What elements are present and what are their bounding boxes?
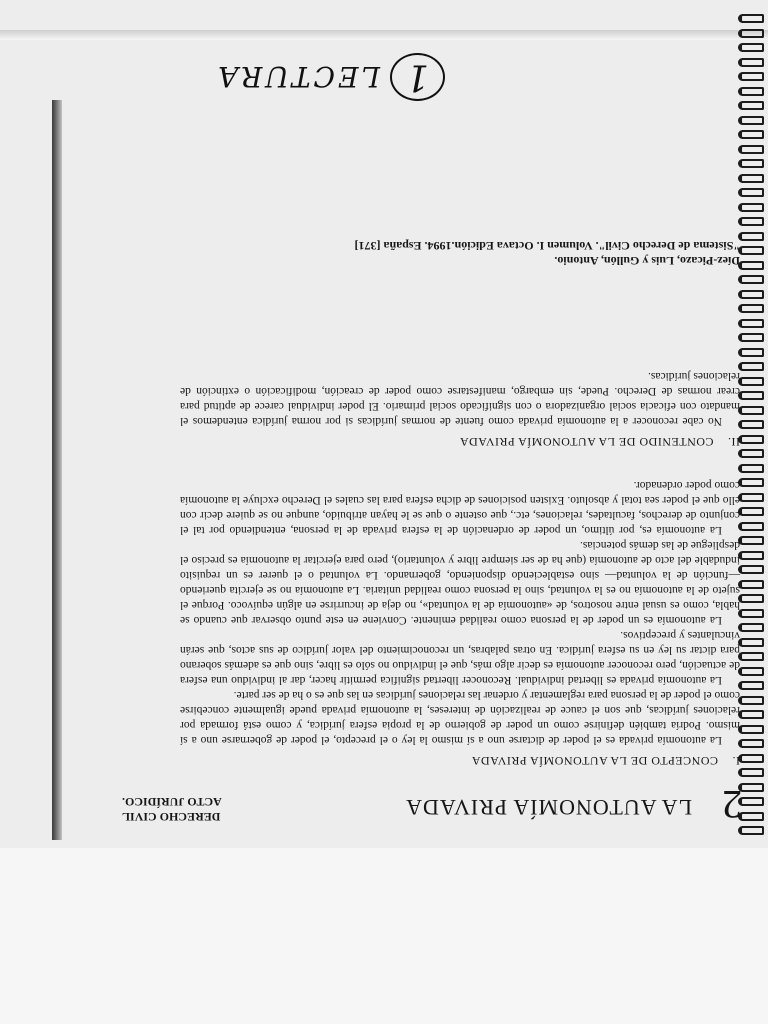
blank-background	[0, 848, 768, 1024]
citation-authors: Díez-Picazo, Luis y Gullón, Antonio.	[554, 254, 740, 268]
binding-coil	[738, 43, 764, 52]
paragraph: La autonomía privada es libertad individual. Reconocer libertad significa permitir hacer, dar al individuo una esfera de actuación, pero reconocer autonomía es decir algo más, que el individuo no sólo es libre, sino que es además soberano para dictar su ley en su esfera jurídica. En otras palabras, un reconocimiento del valor jurídico de sus actos, que serán vinculantes y preceptivos.	[180, 629, 740, 686]
chapter-number: 2	[722, 782, 742, 827]
section-heading-2	[180, 434, 740, 449]
page-top-edge	[0, 30, 768, 40]
binding-coil	[738, 72, 764, 81]
paragraph: La autonomía es, por último, un poder de ordenación de la esfera privada de la persona, entendiendo por tal el conjunto de derechos, facultades, relaciones, etc., que ostente o que se le hayan atribuido, aunque no se quiere decir con ello que el poder sea total y absoluto. Existen posiciones de dicha esfera para las cuales el Derecho excluye la autonomía como poder ordenador.	[180, 479, 740, 536]
chapter-header	[122, 778, 742, 830]
paragraph: La autonomía es un poder de la persona como realidad eminente. Conviene en este punto observar que cuando se habla, como es usual entre nosotros, de «autonomía de la voluntad», no deja de incurrirse en algún equívoco. Porque el sujeto de la autonomía no es la voluntad, sino la persona como realidad unitaria. La autonomía no se ejercita queriendo —función de la voluntad— sino estableciendo disponiendo, gobernando. La voluntad o el querer es un requisito indudable del acto de autonomía (que ha de ser siempre libre y voluntario), pero para ejercitar la autonomía es preciso el despliegue de las demás potencias.	[180, 539, 740, 626]
citation-page-ref: [371]	[354, 239, 381, 253]
section-heading-1	[180, 753, 740, 768]
citation-work: "Sistema de Derecho Civil". Volumen I. Octava Edición.1994. España	[383, 239, 740, 253]
book-page	[60, 120, 750, 840]
running-head-line2: ACTO JURÍDICO.	[122, 795, 222, 809]
section-number: II.	[727, 435, 740, 449]
binding-coil	[738, 87, 764, 96]
binding-coil	[738, 29, 764, 38]
binding-coil	[738, 58, 764, 67]
page-body	[180, 368, 740, 774]
source-citation	[120, 238, 740, 268]
binding-coil	[738, 101, 764, 110]
running-head-line1: DERECHO CIVIL	[122, 810, 221, 824]
handwritten-word: LECTURA	[215, 60, 381, 94]
citation-title	[120, 238, 740, 253]
handwritten-note	[215, 42, 445, 112]
section-title: CONTENIDO DE LA AUTONOMÍA PRIVADA	[459, 435, 714, 449]
paragraph: No cabe reconocer a la autonomía privada como fuente de normas jurídicas si por norma jurídica entendemos el mandato con eficacia social organizadora o con significado social primario. El poder individual carece de aptitud para crear normas de Derecho. Puede, sin embargo, manifestarse como poder de creación, modificación o extinción de relaciones jurídicas.	[180, 370, 740, 427]
chapter-title: LA AUTONOMÍA PRIVADA	[405, 795, 692, 820]
section-title: CONCEPTO DE LA AUTONOMÍA PRIVADA	[471, 754, 718, 768]
paragraph: La autonomía privada es el poder de dictarse uno a sí mismo la ley o el precepto, el poder de gobernarse uno a sí mismo. Podría también definirse como un poder de gobierno de la propia esfera jurídica, y como está formada por relaciones jurídicas, que son el cauce de realización de intereses, la autonomía privada puede igualmente concebirse como el poder de la persona para reglamentar y ordenar las relaciones jurídicas en las que es o ha de ser parte.	[180, 689, 740, 746]
section-number: I.	[732, 754, 740, 768]
handwritten-number: 1	[390, 53, 445, 101]
running-head	[122, 794, 222, 824]
binding-coil	[738, 14, 764, 23]
rotated-page-content	[60, 120, 750, 840]
